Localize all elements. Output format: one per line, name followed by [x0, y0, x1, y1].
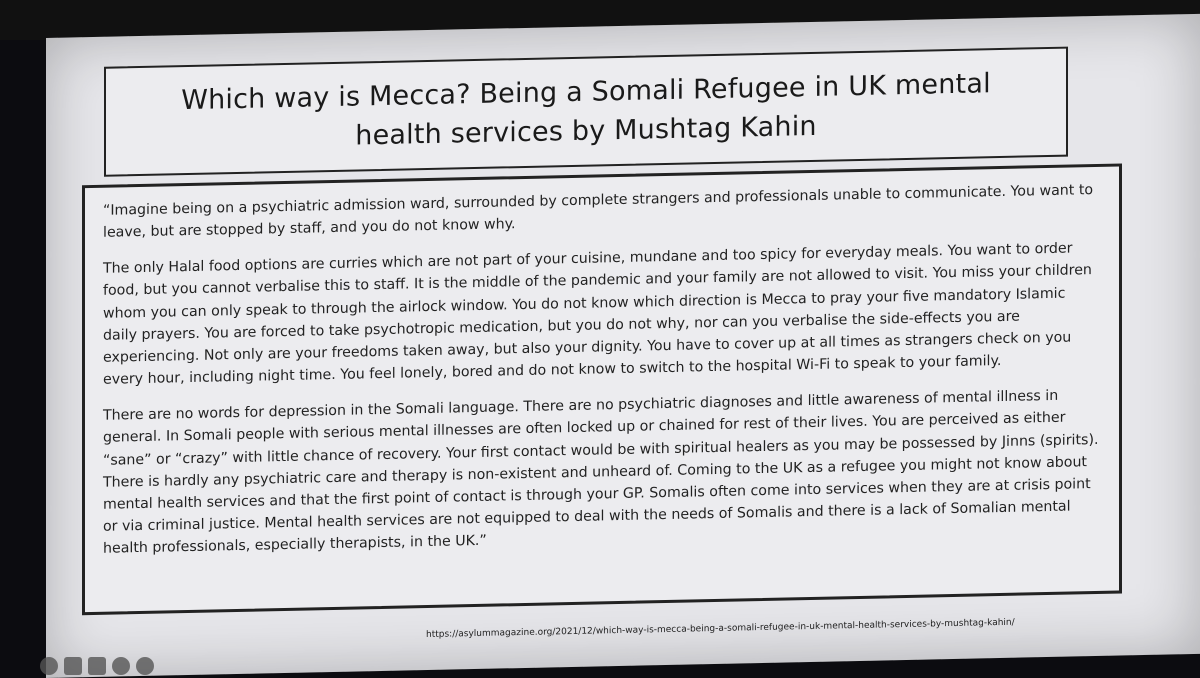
quote-box	[82, 163, 1122, 615]
title-box	[104, 47, 1068, 177]
slide-title: Which way is Mecca? Being a Somali Refugee in UK mental health services by Mushtag Kahin	[181, 68, 991, 152]
app-icon[interactable]	[136, 657, 154, 675]
quote-paragraph-1: “Imagine being on a psychiatric admission ward, surrounded by complete strangers and professionals unable to communicate. You want to leave, but are stopped by staff, and you do not know why.	[103, 182, 1094, 241]
app-icon[interactable]	[40, 657, 58, 675]
app-icon[interactable]	[88, 657, 106, 675]
source-url[interactable]: https://asylummagazine.org/2021/12/which-way-is-mecca-being-a-somali-refugee-in-uk-mental-health-services-by-mushtag-kahin/	[426, 617, 1015, 641]
screen	[46, 14, 1200, 678]
app-icon[interactable]	[64, 657, 82, 675]
quote-paragraph-2: The only Halal food options are curries which are not part of your cuisine, mundane and too spicy for everyday meals. You want to order food, but you cannot verbalise this to staff. It is the middle of the pandemic and your family are not allowed to visit. You miss your children whom you can only speak to through the airlock window. You do not know which direction is Mecca to pray your five mandatory Islamic daily prayers. You are forced to take psychotropic medication, but you do not why, nor can you verbalise the side-effects you are experiencing. Not only are your freedoms taken away, but also your dignity. You have to cover up at all times as strangers check on you every hour, including night time. You feel lonely, bored and do not know to switch to the hospital Wi-Fi to speak to your family.	[103, 240, 1092, 388]
quote-paragraph-3: There are no words for depression in the Somali language. There are no psychiatric diagnoses and little awareness of mental illness in general. In Somali people with serious mental illnesses are often locked up or chained for rest of their lives. You are perceived as either “sane” or “crazy” with little chance of recovery. Your first contact would be with spiritual healers as you may be possessed by Jinns (spirits). There is hardly any psychiatric care and therapy is non-existent and unheard of. Coming to the UK as a refugee you might not know about mental health services and that the first point of contact is through your GP. Somalis often come into services when they are at crisis point or via criminal justice. Mental health services are not equipped to deal with the needs of Somalis and there is a lack of Somalian mental health professionals, especially therapists, in the UK.”	[103, 388, 1099, 557]
taskbar	[40, 652, 260, 675]
app-icon[interactable]	[112, 657, 130, 675]
presentation-slide	[46, 14, 1200, 678]
